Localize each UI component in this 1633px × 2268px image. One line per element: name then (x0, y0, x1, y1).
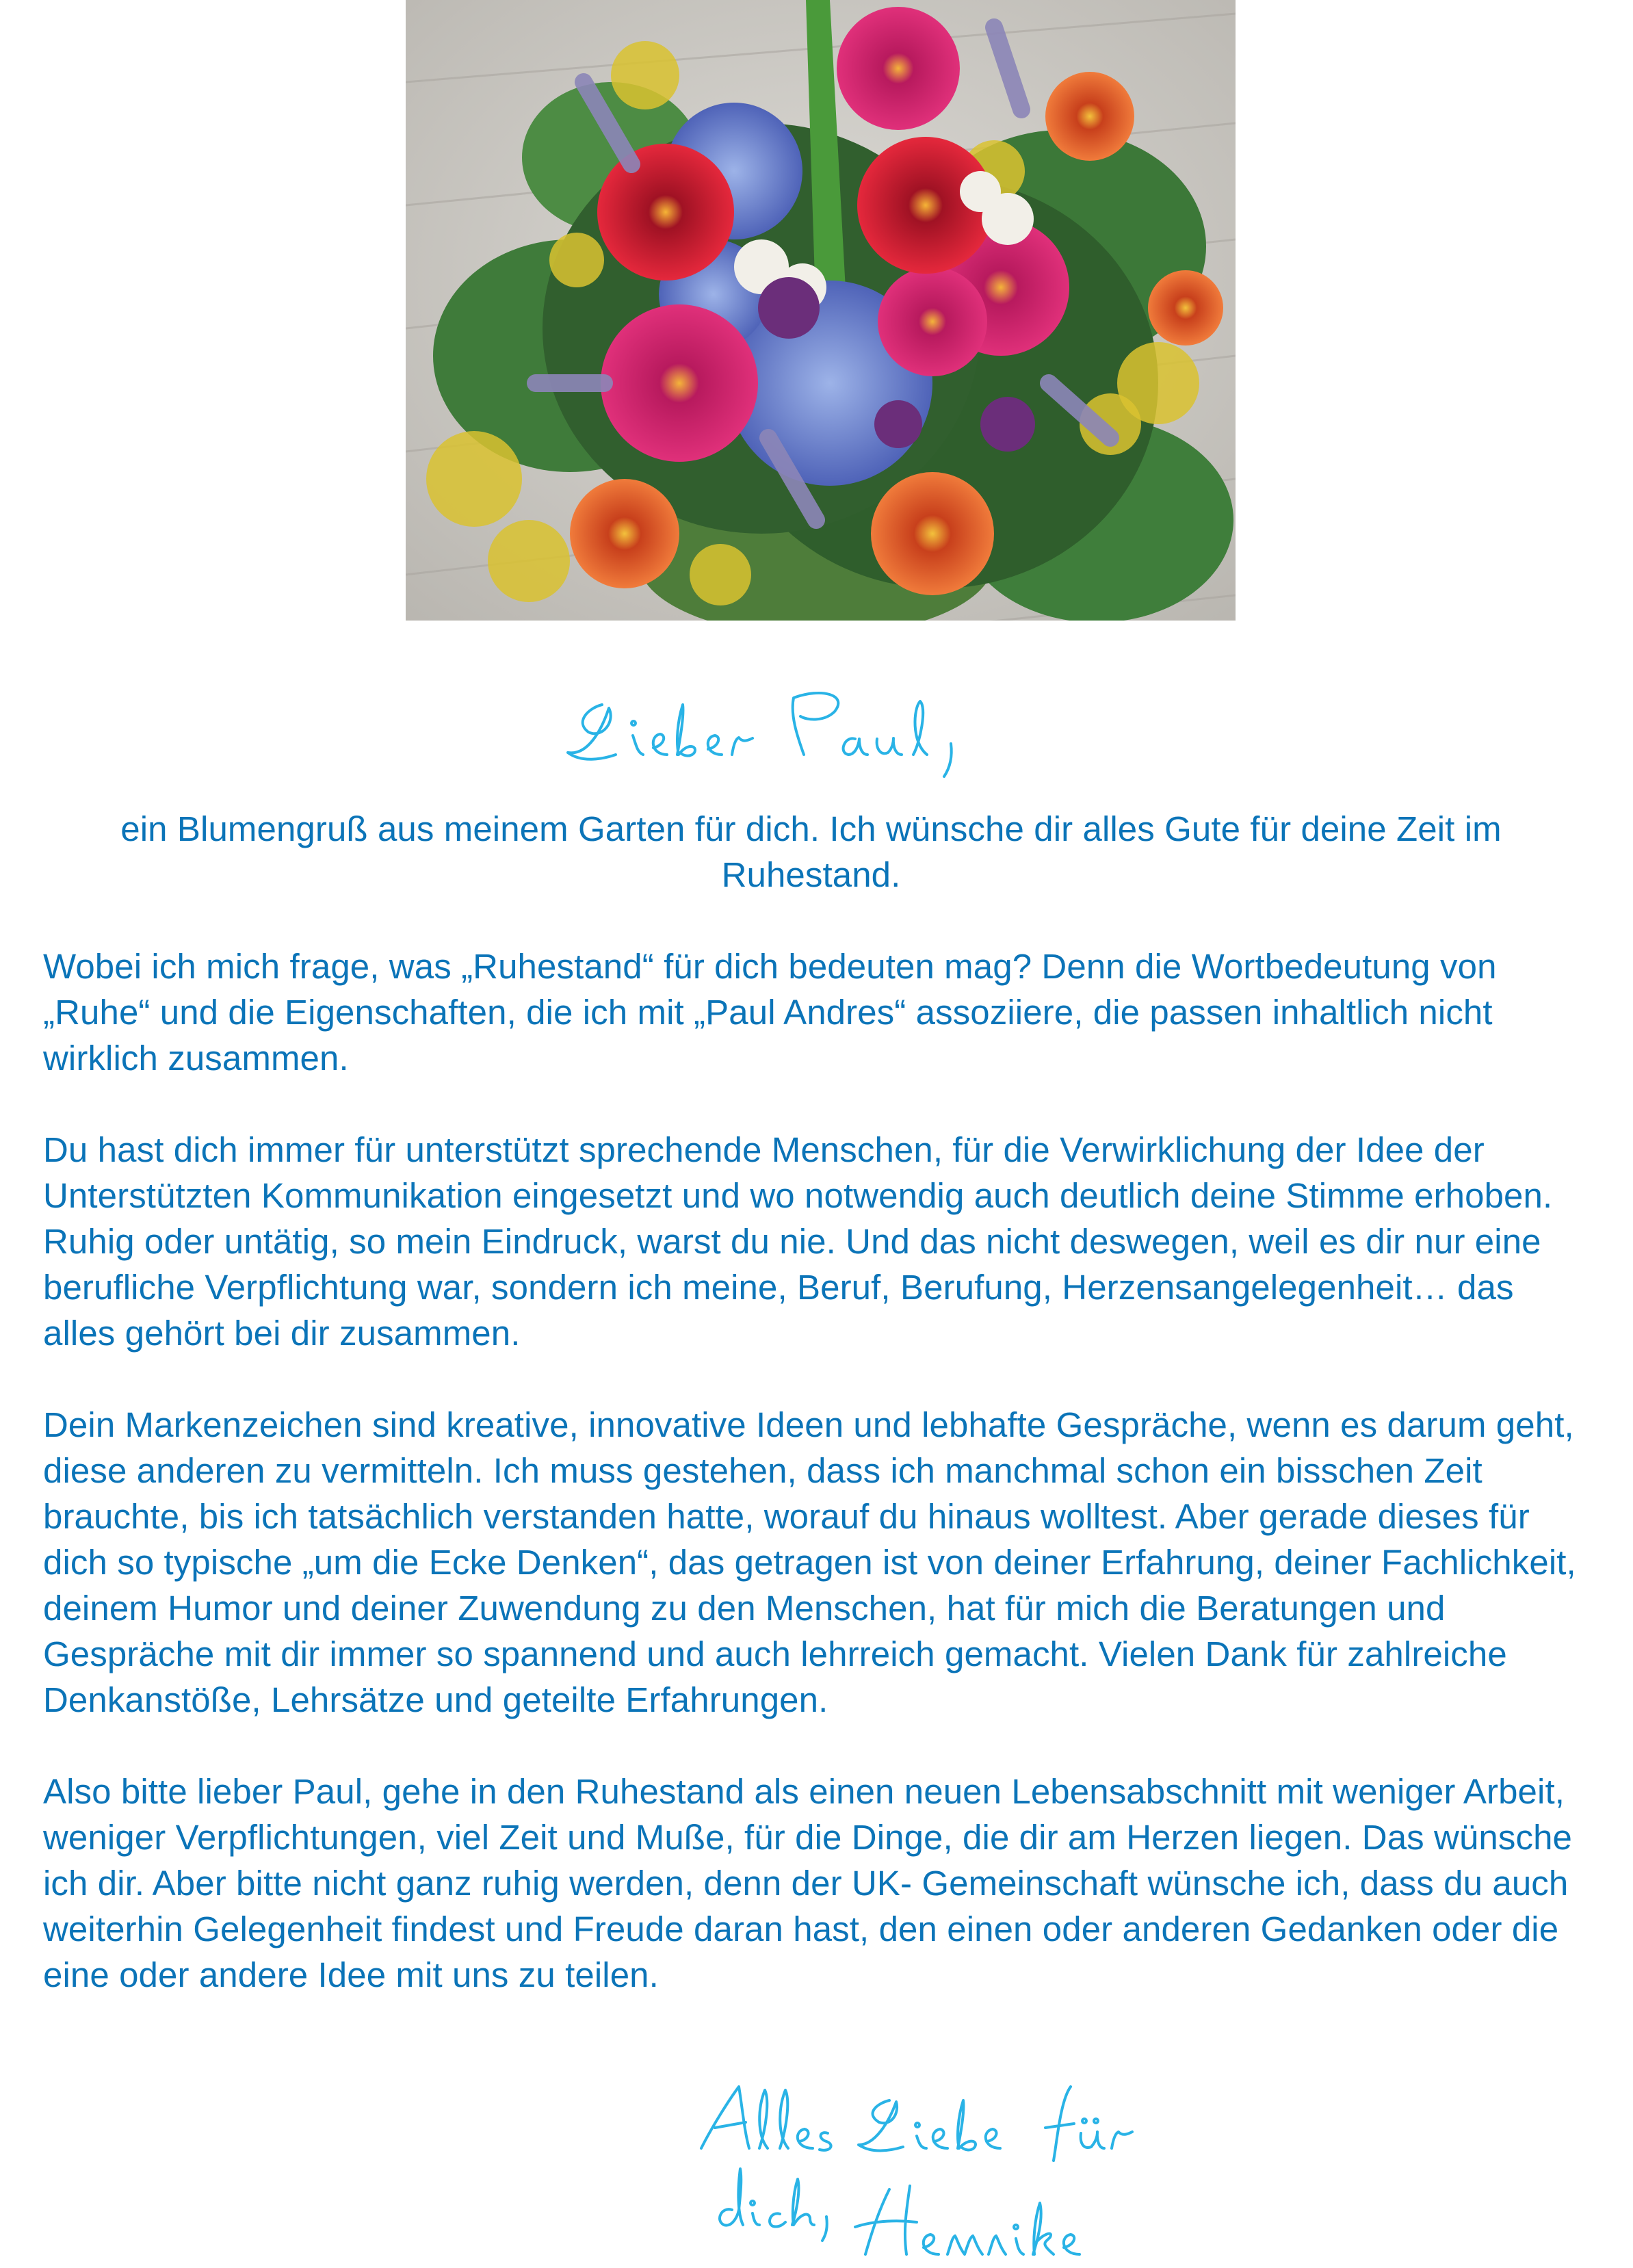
handwritten-closing-line-2 (705, 2162, 1101, 2265)
paragraph-engagement: Du hast dich immer für unterstützt sprechende Menschen, für die Verwirklichung der Idee der Unterstützten Kommunikation eingesetzt und wo notwendig auch deutlich deine Stimme erhoben. Ruhig oder untätig, so mein Eindruck, warst du nie. Und das nicht deswegen, weil es dir nur eine berufliche Verpflichtung war, sondern ich meine, Beruf, Berufung, Herzensangelegenheit… das alles gehört bei dir zusammen. (43, 1130, 1553, 1353)
paragraph-ruhestand: Wobei ich mich frage, was „Ruhestand“ für dich bedeuten mag? Denn die Wortbedeutung von „Ruhe“ und die Eigenschaften, die ich mit „Paul Andres“ assoziiere, die passen inhaltlich nicht wirklich zusammen. (43, 947, 1497, 1078)
paragraph-wishes: Also bitte lieber Paul, gehe in den Ruhestand als einen neuen Lebensabschnitt mit weniger Arbeit, weniger Verpflichtungen, viel Zeit und Muße, für die Dinge, die dir am Herzen liegen. Das wünsche ich dir. Aber bitte nicht ganz ruhig werden, denn der UK- Gemeinschaft wünsche ich, dass du auch weiterhin Gelegenheit findest und Freude daran hast, den einen oder anderen Gedanken oder die eine oder andere Idee mit uns zu teilen. (43, 1772, 1573, 1994)
flower-bouquet-image (406, 0, 1236, 621)
handwritten-salutation (561, 667, 999, 783)
handwritten-closing-line-1 (691, 2073, 1136, 2162)
letter-body (43, 806, 1579, 2044)
paragraph-markenzeichen: Dein Markenzeichen sind kreative, innovative Ideen und lebhafte Gespräche, wenn es darum geht, diese anderen zu vermitteln. Ich muss gestehen, dass ich manchmal schon ein bisschen Zeit brauchte, bis ich tatsächlich verstanden hatte, worauf du hinaus wolltest. Aber gerade dieses für dich so typische „um die Ecke Denken“, das getragen ist von deiner Erfahrung, deiner Fachlichkeit, deinem Humor und deiner Zuwendung zu den Menschen, hat für mich die Beratungen und Gespräche mit dir immer so spannend und auch lehrreich gemacht. Vielen Dank für zahlreiche Denkanstöße, Lehrsätze und geteilte Erfahrungen. (43, 1405, 1576, 1719)
paragraph-intro: ein Blumengruß aus meinem Garten für dich. Ich wünsche dir alles Gute für deine Zeit im Ruhestand. (120, 809, 1502, 894)
flower-bouquet-photo (406, 0, 1236, 621)
